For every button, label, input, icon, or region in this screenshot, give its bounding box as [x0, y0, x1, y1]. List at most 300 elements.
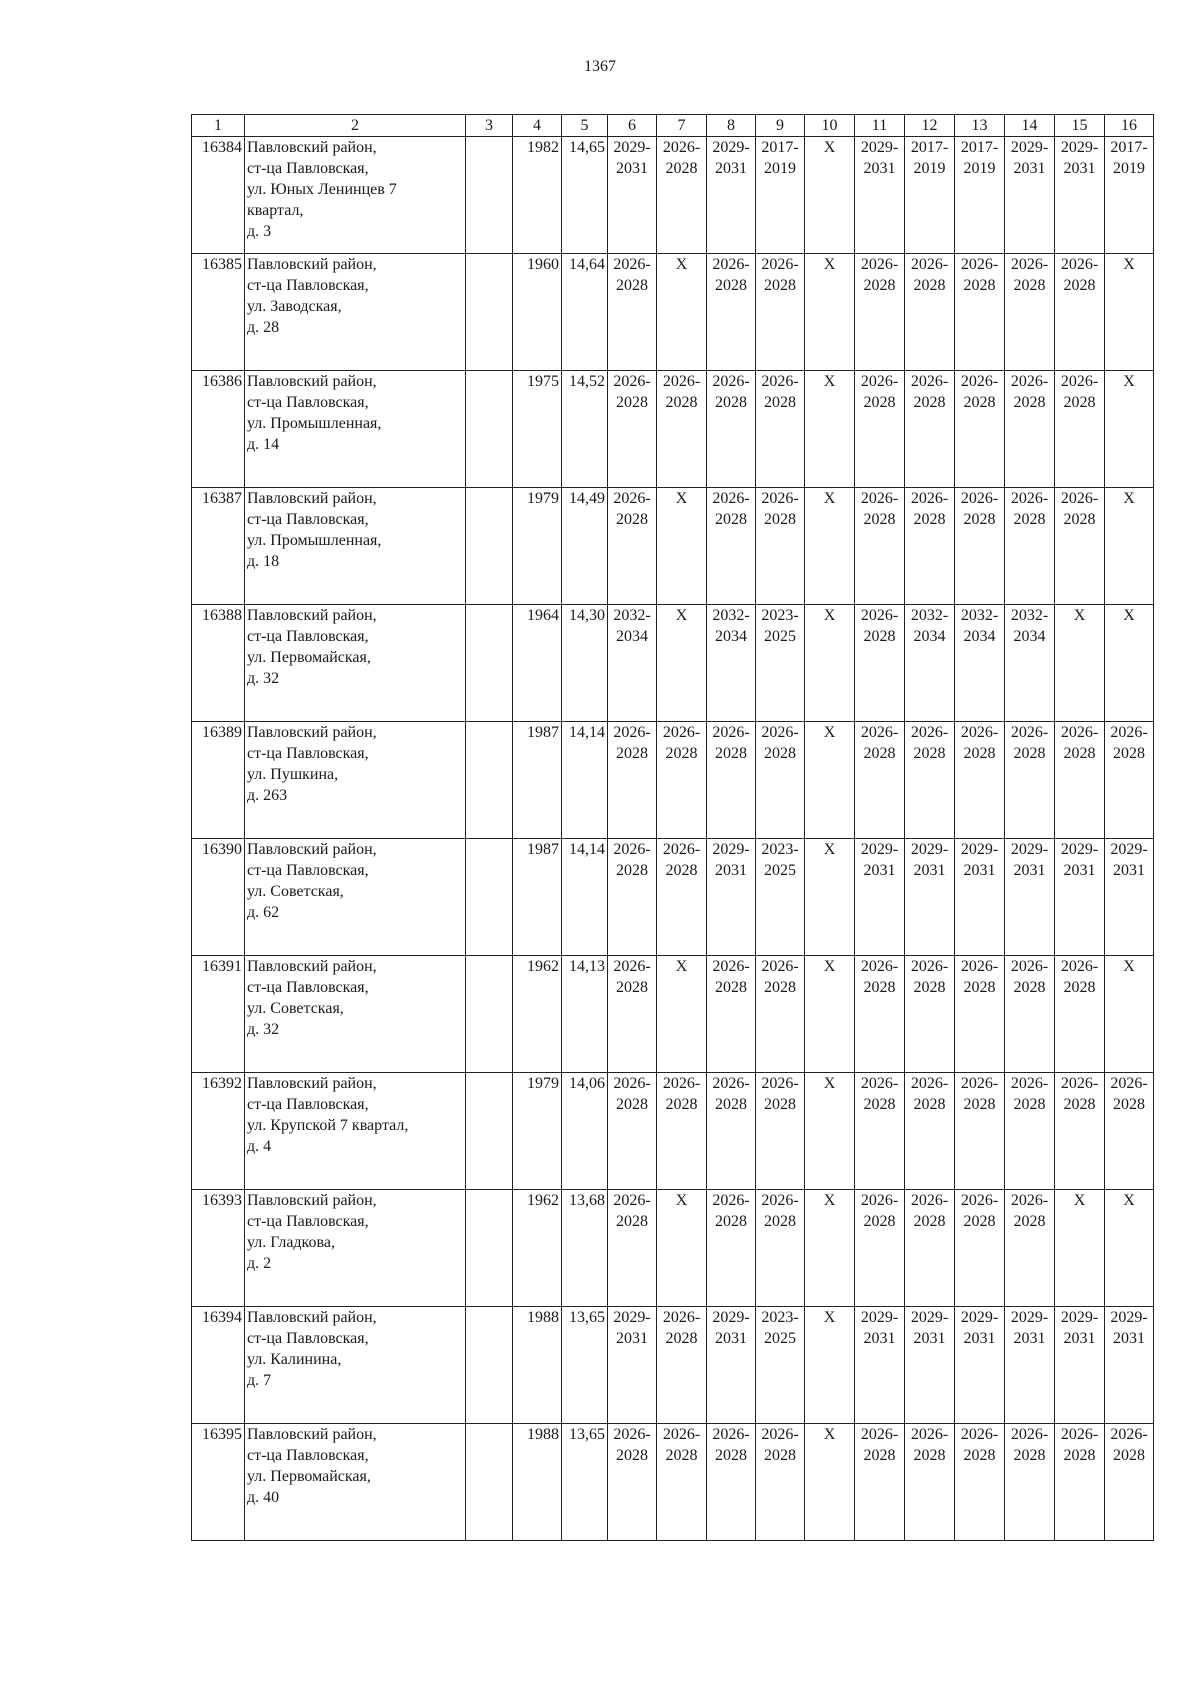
period-cell-col-6: [608, 1073, 657, 1190]
address-line: ст-ца Павловская,: [247, 1096, 369, 1113]
address-line: ст-ца Павловская,: [247, 1447, 369, 1464]
address-line: ст-ца Павловская,: [247, 277, 369, 294]
period-text: 2026-: [613, 1426, 651, 1443]
period-cell-col-16: [1105, 1307, 1154, 1424]
period-text: 2029-: [613, 1309, 651, 1326]
column-number-header: 14: [1005, 115, 1055, 137]
period-text: 2028: [665, 862, 698, 879]
record-number: 16384: [192, 137, 245, 254]
address-line: Павловский район,: [247, 1426, 377, 1443]
table-row: [192, 1424, 1154, 1541]
year-cell: 1979: [513, 488, 562, 605]
period-text: X: [823, 1192, 836, 1209]
period-text: 2026-: [960, 958, 999, 975]
period-cell-col-10: [805, 605, 855, 722]
year-cell: 1960: [513, 254, 562, 371]
year-cell: 1962: [513, 956, 562, 1073]
period-cell-col-15: [1055, 254, 1105, 371]
period-text: 2028: [963, 394, 996, 411]
year-cell: 1988: [513, 1307, 562, 1424]
period-cell-col-12: [905, 137, 955, 254]
period-cell-col-8: [707, 137, 756, 254]
year-cell: 1975: [513, 371, 562, 488]
address-line: ул. Советская,: [247, 1000, 344, 1017]
period-text: 2028: [963, 1213, 996, 1230]
value-cell: 14,64: [562, 254, 608, 371]
period-cell-col-14: [1005, 1307, 1055, 1424]
column-number-header: 12: [905, 115, 955, 137]
period-cell-col-11: [855, 137, 905, 254]
address-line: ст-ца Павловская,: [247, 628, 369, 645]
period-text: 2028: [913, 979, 946, 996]
period-text: 2026-: [910, 724, 949, 741]
period-cell-col-16: [1105, 1073, 1154, 1190]
period-text: 2028: [913, 394, 946, 411]
period-text: 2026-: [1010, 1075, 1049, 1092]
period-text: 2026-: [1060, 256, 1099, 273]
table-row: [192, 839, 1154, 956]
period-text: 2028: [715, 1447, 747, 1464]
period-text: 2028: [863, 745, 896, 762]
record-number: 16389: [192, 722, 245, 839]
period-cell-col-12: [905, 956, 955, 1073]
value-cell: 14,14: [562, 722, 608, 839]
address-line: ст-ца Павловская,: [247, 394, 369, 411]
address-line: ул. Калинина,: [247, 1351, 342, 1368]
period-text: 2031: [1013, 1330, 1046, 1347]
period-cell-col-16: [1105, 137, 1154, 254]
period-cell-col-15: [1055, 956, 1105, 1073]
address-line: ул. Гладкова,: [247, 1234, 335, 1251]
address-line: Павловский район,: [247, 1309, 377, 1326]
period-text: 2026-: [960, 373, 999, 390]
value-cell: 13,65: [562, 1307, 608, 1424]
period-cell-col-11: [855, 605, 905, 722]
column-number-header: 4: [513, 115, 562, 137]
column-number-header: 13: [955, 115, 1005, 137]
period-cell-col-15: [1055, 1424, 1105, 1541]
period-text: 2026-: [910, 256, 949, 273]
column-number-header: 3: [466, 115, 513, 137]
period-cell-col-8: [707, 956, 756, 1073]
period-text: 2026-: [960, 1075, 999, 1092]
period-text: X: [1123, 1192, 1135, 1209]
period-cell-col-15: [1055, 137, 1105, 254]
period-text: 2028: [616, 1447, 648, 1464]
period-cell-col-13: [955, 254, 1005, 371]
value-cell: 14,30: [562, 605, 608, 722]
address-line: ул. Заводская,: [247, 298, 342, 315]
period-text: 2028: [715, 745, 747, 762]
period-text: 2034: [913, 628, 946, 645]
period-text: 2026-: [1060, 1426, 1099, 1443]
year-cell: 1988: [513, 1424, 562, 1541]
period-cell-col-8: [707, 371, 756, 488]
period-text: 2026-: [1010, 724, 1049, 741]
register-body: [192, 115, 1154, 1541]
period-cell-col-14: [1005, 605, 1055, 722]
period-cell-col-7: [657, 722, 707, 839]
period-text: X: [675, 256, 688, 273]
period-text: 2026-: [860, 1426, 899, 1443]
period-text: 2026-: [761, 724, 799, 741]
period-text: 2028: [764, 1096, 796, 1113]
period-cell-col-11: [855, 371, 905, 488]
period-text: 2028: [963, 1447, 996, 1464]
address-line: ул. Промышленная,: [247, 532, 382, 549]
period-text: 2028: [764, 394, 796, 411]
period-cell-col-14: [1005, 254, 1055, 371]
period-cell-col-12: [905, 1190, 955, 1307]
period-cell-col-16: [1105, 254, 1154, 371]
period-text: 2028: [764, 1213, 796, 1230]
address-line: д. 14: [247, 436, 280, 453]
column-number-header: 9: [756, 115, 805, 137]
record-number: 16391: [192, 956, 245, 1073]
period-text: 2026-: [712, 958, 750, 975]
address-line: ул. Промышленная,: [247, 415, 382, 432]
period-text: 2029-: [1060, 139, 1099, 156]
period-text: 2026-: [761, 1192, 799, 1209]
period-cell-col-12: [905, 839, 955, 956]
period-text: 2031: [1113, 862, 1145, 879]
column-3-cell: [466, 605, 513, 722]
address-cell: [245, 605, 466, 722]
period-text: 2025: [764, 862, 796, 879]
period-text: 2028: [863, 979, 896, 996]
period-text: 2025: [764, 1330, 796, 1347]
period-text: 2026-: [712, 724, 750, 741]
address-line: д. 263: [247, 787, 288, 804]
column-number-header: 10: [805, 115, 855, 137]
address-line: квартал,: [247, 202, 304, 219]
period-text: 2019: [764, 160, 796, 177]
period-text: 2029-: [960, 1309, 999, 1326]
period-cell-col-14: [1005, 371, 1055, 488]
period-cell-col-6: [608, 605, 657, 722]
period-text: 2028: [1013, 979, 1046, 996]
period-cell-col-12: [905, 254, 955, 371]
period-text: 2029-: [860, 841, 899, 858]
period-text: 2028: [1113, 1447, 1145, 1464]
address-cell: [245, 137, 466, 254]
period-text: 2029-: [910, 1309, 949, 1326]
period-text: 2026-: [1060, 958, 1099, 975]
address-line: д. 62: [247, 904, 280, 921]
period-text: 2028: [616, 862, 648, 879]
value-cell: 13,65: [562, 1424, 608, 1541]
period-text: 2031: [963, 1330, 996, 1347]
period-text: 2028: [1013, 1213, 1046, 1230]
period-text: 2026-: [1010, 958, 1049, 975]
period-text: 2026-: [613, 1075, 651, 1092]
period-cell-col-6: [608, 1190, 657, 1307]
period-text: 2026-: [860, 373, 899, 390]
period-cell-col-8: [707, 1424, 756, 1541]
address-line: ст-ца Павловская,: [247, 511, 369, 528]
period-cell-col-9: [756, 1307, 805, 1424]
period-cell-col-13: [955, 1424, 1005, 1541]
address-line: ст-ца Павловская,: [247, 745, 369, 762]
record-number: 16390: [192, 839, 245, 956]
period-cell-col-6: [608, 722, 657, 839]
period-text: 2026-: [910, 1075, 949, 1092]
year-cell: 1987: [513, 722, 562, 839]
period-cell-col-9: [756, 371, 805, 488]
period-text: 2026-: [712, 373, 750, 390]
period-text: 2031: [913, 862, 946, 879]
period-cell-col-12: [905, 1073, 955, 1190]
period-cell-col-15: [1055, 839, 1105, 956]
period-text: X: [1123, 958, 1135, 975]
period-text: 2026-: [1110, 1426, 1148, 1443]
period-text: X: [675, 490, 688, 507]
period-text: X: [823, 724, 836, 741]
column-3-cell: [466, 371, 513, 488]
period-text: X: [823, 1075, 836, 1092]
period-cell-col-7: [657, 488, 707, 605]
period-text: 2026-: [1110, 724, 1148, 741]
period-cell-col-9: [756, 722, 805, 839]
address-line: Павловский район,: [247, 490, 377, 507]
period-text: 2032-: [613, 607, 651, 624]
period-cell-col-16: [1105, 371, 1154, 488]
period-text: 2026-: [613, 1192, 651, 1209]
column-3-cell: [466, 1307, 513, 1424]
period-text: 2028: [616, 1213, 648, 1230]
period-cell-col-12: [905, 722, 955, 839]
period-text: 2028: [1063, 394, 1096, 411]
column-number-row: [192, 115, 1154, 137]
period-cell-col-10: [805, 839, 855, 956]
period-text: X: [675, 958, 688, 975]
period-text: 2026-: [1060, 490, 1099, 507]
address-line: Павловский район,: [247, 724, 377, 741]
period-text: 2026-: [761, 256, 799, 273]
period-text: 2026-: [860, 607, 899, 624]
period-cell-col-14: [1005, 488, 1055, 605]
period-cell-col-10: [805, 371, 855, 488]
period-cell-col-9: [756, 1190, 805, 1307]
period-cell-col-14: [1005, 839, 1055, 956]
period-text: 2029-: [1110, 1309, 1148, 1326]
period-text: 2029-: [1060, 1309, 1099, 1326]
period-text: 2026-: [860, 1075, 899, 1092]
period-cell-col-7: [657, 1190, 707, 1307]
column-3-cell: [466, 137, 513, 254]
table-row: [192, 605, 1154, 722]
period-text: X: [823, 256, 836, 273]
column-number-header: 16: [1105, 115, 1154, 137]
period-text: 2026-: [613, 841, 651, 858]
year-cell: 1962: [513, 1190, 562, 1307]
period-text: 2031: [1013, 160, 1046, 177]
address-line: д. 40: [247, 1489, 280, 1506]
page-number: 1367: [584, 58, 616, 75]
period-text: 2028: [1013, 745, 1046, 762]
value-cell: 13,68: [562, 1190, 608, 1307]
address-line: д. 4: [247, 1138, 272, 1155]
period-cell-col-11: [855, 1190, 905, 1307]
period-text: 2026-: [613, 724, 651, 741]
period-text: 2028: [1063, 745, 1096, 762]
period-text: 2028: [616, 1096, 648, 1113]
period-text: 2029-: [860, 139, 899, 156]
period-cell-col-11: [855, 1424, 905, 1541]
address-line: ст-ца Павловская,: [247, 1330, 369, 1347]
period-cell-col-13: [955, 371, 1005, 488]
address-cell: [245, 1307, 466, 1424]
period-cell-col-14: [1005, 722, 1055, 839]
period-cell-col-12: [905, 605, 955, 722]
period-text: 2026-: [613, 256, 651, 273]
period-text: 2028: [665, 1447, 698, 1464]
address-cell: [245, 488, 466, 605]
period-text: 2034: [1013, 628, 1046, 645]
period-text: 2028: [963, 745, 996, 762]
period-text: 2032-: [712, 607, 750, 624]
period-text: 2026-: [712, 256, 750, 273]
period-cell-col-13: [955, 1073, 1005, 1190]
period-text: 2026-: [910, 1426, 949, 1443]
period-text: 2026-: [712, 1426, 750, 1443]
period-text: 2031: [963, 862, 996, 879]
period-text: 2029-: [1010, 1309, 1049, 1326]
period-text: 2028: [863, 394, 896, 411]
period-cell-col-11: [855, 254, 905, 371]
period-cell-col-7: [657, 254, 707, 371]
period-text: 2028: [1063, 979, 1096, 996]
address-line: ул. Юных Ленинцев 7: [247, 181, 397, 198]
record-number: 16387: [192, 488, 245, 605]
period-text: 2026-: [613, 373, 651, 390]
period-text: 2029-: [860, 1309, 899, 1326]
period-cell-col-15: [1055, 488, 1105, 605]
period-text: 2026-: [1010, 1192, 1049, 1209]
period-text: 2026-: [761, 373, 799, 390]
period-cell-col-8: [707, 1073, 756, 1190]
period-text: X: [823, 1426, 836, 1443]
value-cell: 14,65: [562, 137, 608, 254]
table-row: [192, 1073, 1154, 1190]
period-text: 2029-: [613, 139, 651, 156]
column-number-header: 6: [608, 115, 657, 137]
period-text: 2028: [715, 979, 747, 996]
record-number: 16388: [192, 605, 245, 722]
period-text: 2026-: [761, 490, 799, 507]
period-text: 2028: [715, 277, 747, 294]
address-cell: [245, 839, 466, 956]
period-text: 2028: [764, 1447, 796, 1464]
period-cell-col-7: [657, 1424, 707, 1541]
table-row: [192, 254, 1154, 371]
table-row: [192, 488, 1154, 605]
period-text: 2026-: [860, 724, 899, 741]
address-line: ул. Советская,: [247, 883, 344, 900]
column-number-header: 5: [562, 115, 608, 137]
period-text: 2028: [913, 511, 946, 528]
period-text: 2028: [665, 745, 698, 762]
period-text: 2031: [913, 1330, 946, 1347]
period-cell-col-13: [955, 1307, 1005, 1424]
period-cell-col-10: [805, 1307, 855, 1424]
period-text: 2026-: [662, 1309, 701, 1326]
address-cell: [245, 1190, 466, 1307]
period-cell-col-13: [955, 605, 1005, 722]
table-row: [192, 722, 1154, 839]
period-text: 2031: [1063, 862, 1096, 879]
column-number-header: 8: [707, 115, 756, 137]
period-text: 2029-: [960, 841, 999, 858]
address-cell: [245, 1073, 466, 1190]
period-cell-col-9: [756, 605, 805, 722]
period-text: 2023-: [761, 607, 799, 624]
period-text: 2019: [1113, 160, 1145, 177]
year-cell: 1982: [513, 137, 562, 254]
period-text: 2025: [764, 628, 796, 645]
period-text: 2028: [1013, 394, 1046, 411]
period-text: X: [1073, 607, 1086, 624]
period-text: 2028: [863, 1096, 896, 1113]
value-cell: 14,49: [562, 488, 608, 605]
address-line: д. 32: [247, 1021, 280, 1038]
period-cell-col-16: [1105, 839, 1154, 956]
period-text: X: [823, 841, 836, 858]
period-text: 2026-: [860, 1192, 899, 1209]
address-line: Павловский район,: [247, 256, 377, 273]
column-number-header: 1: [192, 115, 245, 137]
period-cell-col-16: [1105, 488, 1154, 605]
column-3-cell: [466, 722, 513, 839]
period-cell-col-11: [855, 488, 905, 605]
period-cell-col-13: [955, 722, 1005, 839]
address-line: Павловский район,: [247, 373, 377, 390]
period-text: 2026-: [712, 490, 750, 507]
period-text: 2028: [665, 1330, 698, 1347]
address-cell: [245, 722, 466, 839]
period-cell-col-14: [1005, 137, 1055, 254]
period-text: 2034: [715, 628, 747, 645]
column-3-cell: [466, 1190, 513, 1307]
period-cell-col-8: [707, 722, 756, 839]
period-text: 2028: [913, 1213, 946, 1230]
period-cell-col-9: [756, 254, 805, 371]
period-text: 2028: [616, 745, 648, 762]
record-number: 16386: [192, 371, 245, 488]
period-cell-col-8: [707, 605, 756, 722]
period-text: 2029-: [712, 841, 750, 858]
period-text: 2031: [715, 862, 747, 879]
column-3-cell: [466, 254, 513, 371]
period-text: 2028: [963, 277, 996, 294]
period-text: 2026-: [761, 958, 799, 975]
period-cell-col-9: [756, 1424, 805, 1541]
period-text: 2029-: [910, 841, 949, 858]
period-text: 2028: [764, 511, 796, 528]
period-cell-col-11: [855, 1307, 905, 1424]
period-text: X: [1073, 1192, 1086, 1209]
period-text: 2028: [616, 394, 648, 411]
address-line: Павловский район,: [247, 139, 377, 156]
period-text: 2031: [1013, 862, 1046, 879]
period-text: 2028: [913, 277, 946, 294]
period-text: 2032-: [1010, 607, 1049, 624]
period-cell-col-13: [955, 839, 1005, 956]
register-table: [191, 114, 1154, 1541]
column-number-header: 15: [1055, 115, 1105, 137]
table-row: [192, 1307, 1154, 1424]
period-text: 2026-: [662, 724, 701, 741]
